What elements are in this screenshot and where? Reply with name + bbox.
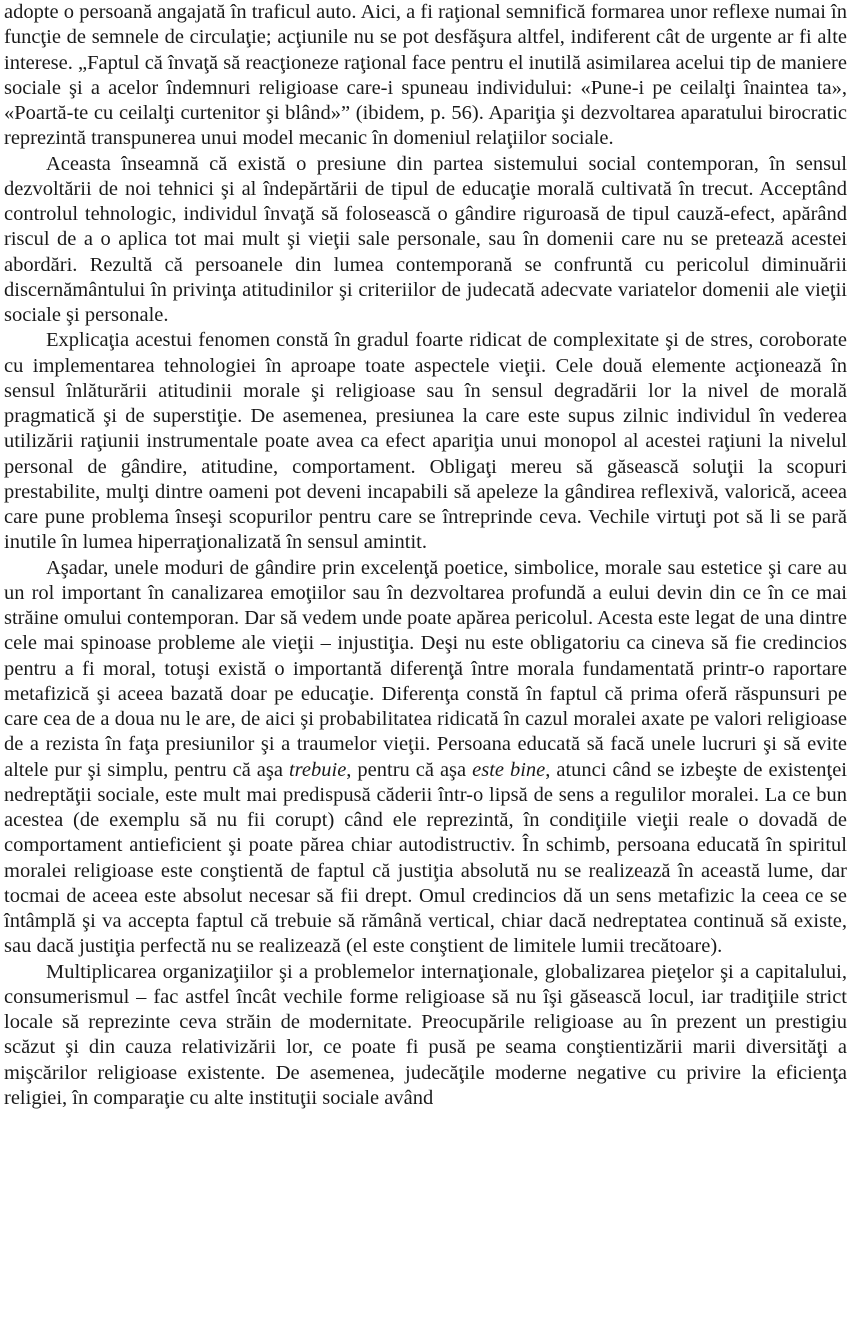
paragraph-1-text: adopte o persoană angajată în traficul auto. Aici, a fi raţional semnifică formarea unor reflexe numai în funcţie de semnele de circulaţie; acţiunile nu se pot desfăşura altfel, indiferent cât de urgente ar fi alte interese. „Faptul că învaţă să reacţioneze raţional face pentru el inutilă asimilarea acelui tip de maniere sociale şi a acelor îndemnuri religioase care-i spuneau individului: «Pune-i pe ceilalţi înaintea ta», «Poartă-te cu ceilalţi curtenitor şi blând»” (ibidem, p. 56). Apariţia şi dezvoltarea aparatului birocratic reprezintă transpunerea unui model mecanic în domeniul relaţiilor sociale. [4, 1, 847, 150]
paragraph-4-text: Aşadar, unele moduri de gândire prin excelenţă poetice, simbolice, morale sau estetice şi care au un rol important în canalizarea emoţiilor sau în dezvoltarea profundă a eului devin din ce în ce mai străine omului contemporan. Dar să vedem unde poate apărea pericolul. Acesta este legat de una dintre cele mai spinoase probleme ale vieţii – injustiţia. Deşi nu este obligatoriu ca cineva să fie credincios pentru a fi moral, totuşi există o importantă diferenţă între morala fundamentată printr-o raportare metafizică şi aceea bazată doar pe educaţie. Diferenţa constă în faptul că prima oferă răspunsuri pe care cea de a doua nu le are, de aici şi probabilitatea ridicată în cazul moralei axate pe valori religioase de a rezista în faţa presiunilor şi a traumelor vieţii. Persoana educată să facă unele lucruri şi să evite altele pur şi simplu, pentru că aşa [4, 556, 848, 781]
paragraph-3-text: Explicaţia acestui fenomen constă în gradul foarte ridicat de complexitate şi de stres, coroborate cu implementarea tehnologiei în aproape toate aspectele vieţii. Cele două elemente acţionează în sensul înlăturării atitudinii morale şi religioase sau în sensul degradării lor la nivel de morală pragmatică şi de superstiţie. De asemenea, presiunea la care este supus zilnic individul în vederea utilizării raţiunii instrumentale poate avea ca efect apariţia unui monopol al acestei raţiuni la nivelul personal de gândire, atitudine, comportament. Obligaţi mereu să găsească soluţii la scopuri prestabilite, mulţi dintre oameni pot deveni incapabili să apeleze la gândirea reflexivă, valorică, aceea care pune problema înseşi scopurilor pentru care se întreprinde ceva. Vechile virtuţi pot să li se pară inutile în lumea hiperraţionalizată în sensul amintit. [4, 329, 847, 554]
emphasis-trebuie: trebuie [288, 758, 347, 781]
paragraph-2 [4, 152, 847, 329]
paragraph-5-text: Multiplicarea organizaţiilor şi a problemelor internaţionale, globalizarea pieţelor şi a capitalului, consumerismul – fac astfel încât vechile forme religioase să nu îşi găsească locul, iar tradiţiile strict locale să reprezinte ceva străin de modernitate. Preocupările religioase au în prezent un prestigiu scăzut şi din cauza relativizării lor, ce poate fi pusă pe seama conştientizării marii diversităţi a mişcărilor religioase existente. De asemenea, judecăţile moderne negative cu privire la eficienţa religiei, în comparaţie cu alte instituţii sociale având [4, 960, 847, 1109]
paragraph-4-text: , pentru că aşa [346, 758, 473, 781]
paragraph-2-text: Aceasta înseamnă că există o presiune din partea sistemului social contemporan, în sensul dezvoltării de noi tehnici şi al îndepărtării de tipul de educaţie morală cultivată în trecut. Acceptând controlul tehnologic, individul învaţă să folosească o gândire riguroasă de tipul cauză-efect, apărând riscul de a o aplica tot mai mult şi vieţii sale personale, sau în domenii care nu se pretează acestei abordări. Rezultă că persoanele din lumea contemporană se confruntă cu pericolul diminuării discernământului în privinţa atitudinilor şi criteriilor de judecată adecvate variatelor domenii ale vieţii sociale şi personale. [4, 152, 847, 326]
paragraph-5 [4, 960, 847, 1112]
paragraph-4 [4, 556, 847, 960]
paragraph-1 [4, 0, 847, 152]
emphasis-este-bine: este bine [472, 758, 546, 781]
paragraph-4-text: , atunci când se izbeşte de existenţei nedreptăţii sociale, este mult mai predispusă căderii într-o lipsă de sens a regulilor moralei. La ce bun acestea (de exemplu să nu fii corupt) când ele reprezintă, în condiţiile vieţii reale o dovadă de comportament antieficient şi poate părea chiar autodistructiv. În schimb, persoana educată în spiritul moralei religioase este conştientă de faptul că justiţia absolută nu se realizează în această lume, dar tocmai de aceea este absolut necesar să fii drept. Omul credincios dă un sens metafizic la ceea ce se întâmplă şi va accepta faptul că trebuie să rămână vertical, chiar dacă nedreptatea continuă să existe, sau dacă justiţia perfectă nu se realizează (el este conştient de limitele lumii trecătoare). [4, 758, 848, 958]
paragraph-3 [4, 328, 847, 555]
